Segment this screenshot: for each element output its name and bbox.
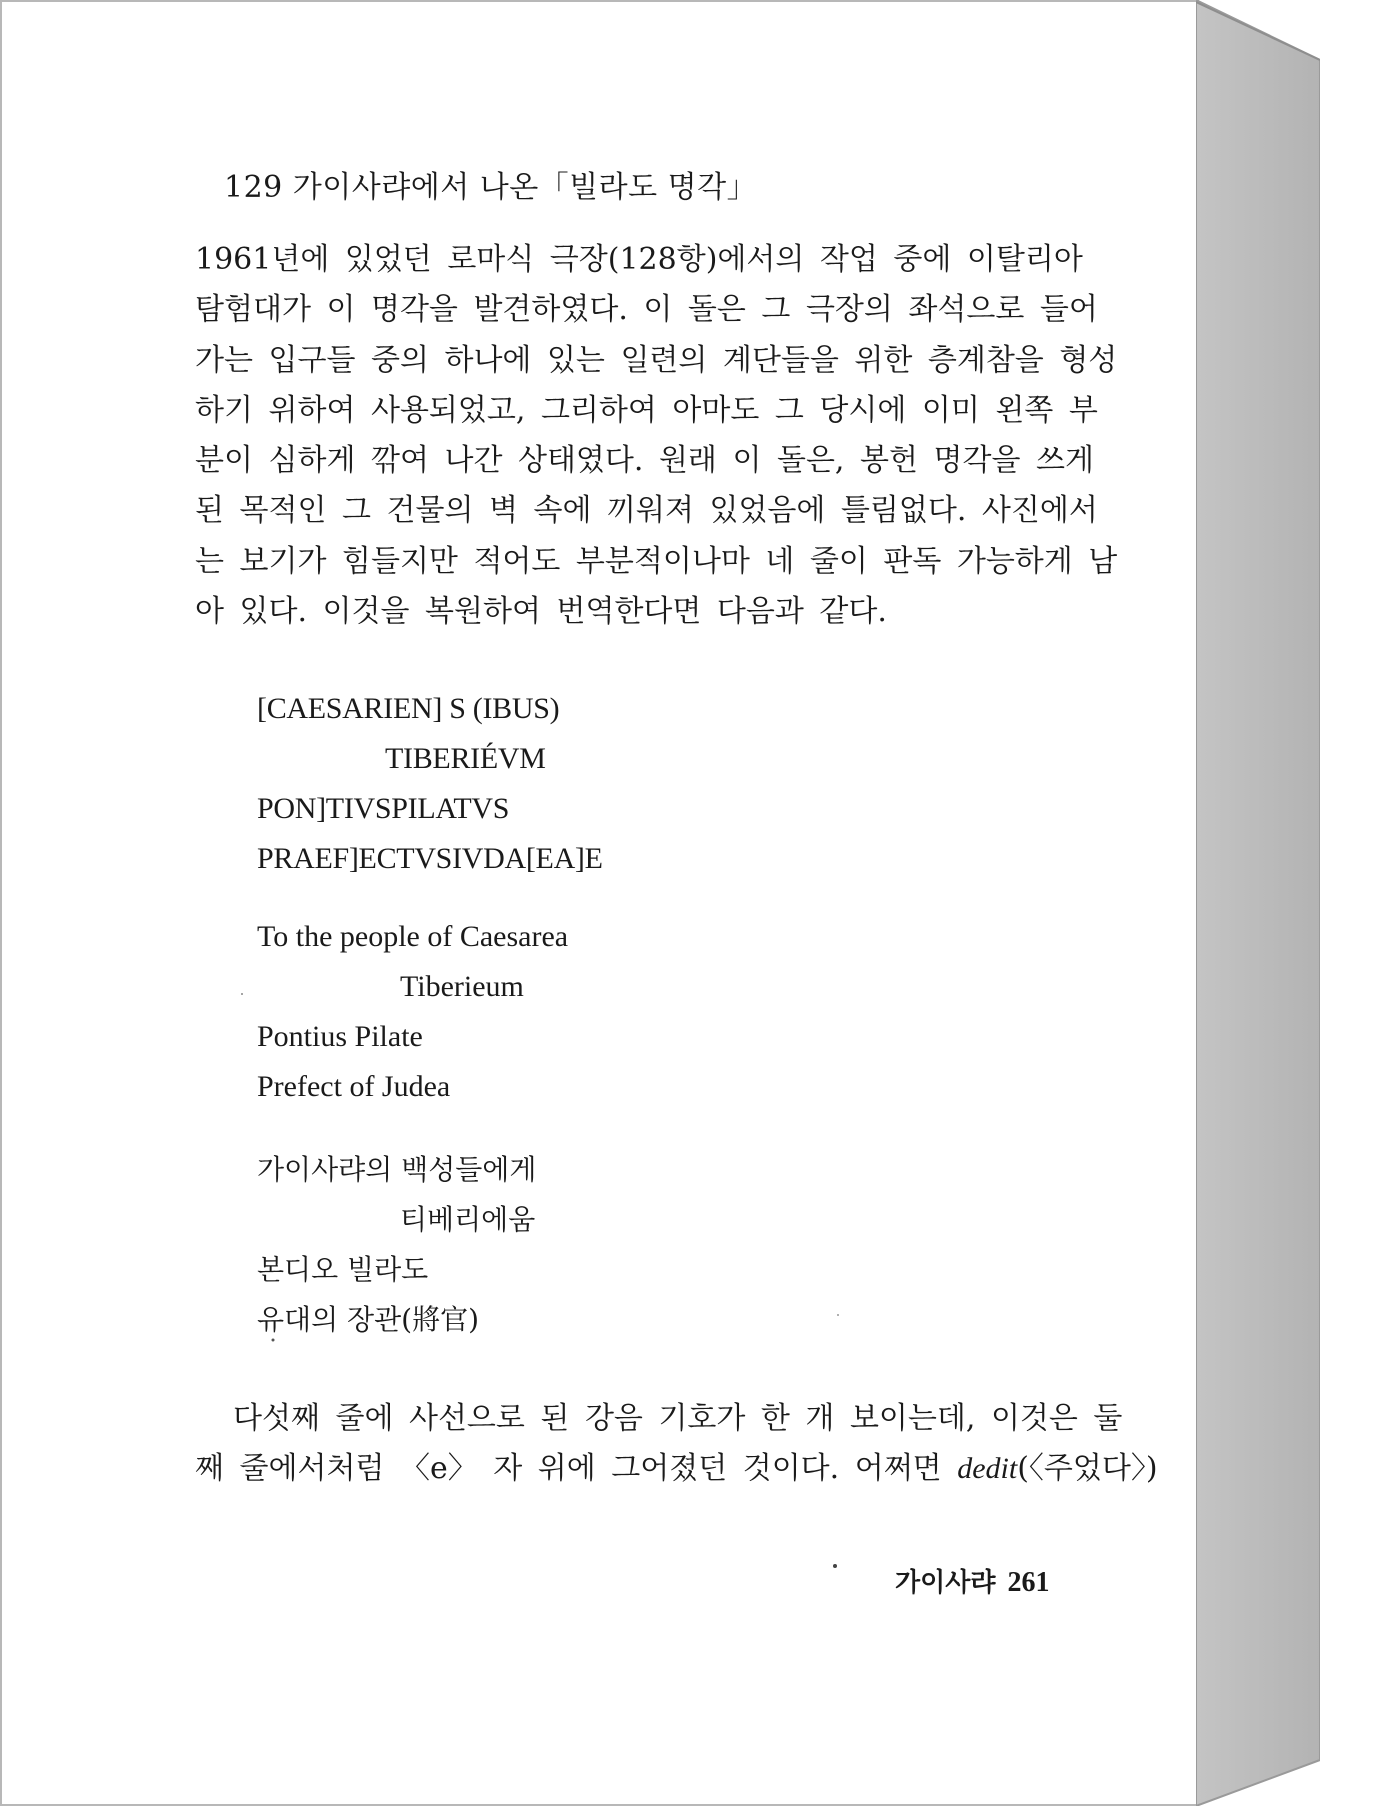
paragraph-2-line-2-prefix: 째 줄에서처럼 〈e〉 자 위에 그어졌던 것이다. 어쩌면 [195,1451,958,1487]
latin-word-dedit: dedit [957,1452,1018,1486]
paragraph-1-line: 탐험대가 이 명각을 발견하였다. 이 돌은 그 극장의 좌석으로 들어 [195,292,1098,328]
translation-korean-line-1: 가이사랴의 백성들에게 [257,1153,537,1186]
paragraph-1-line: 된 목적인 그 건물의 벽 속에 끼워져 있었음에 틀림없다. 사진에서 [195,493,1098,529]
paragraph-1-line: 는 보기가 힘들지만 적어도 부분적이나마 네 줄이 판독 가능하게 남 [195,543,1118,579]
paragraph-2-line-2 [195,1444,1158,1494]
translation-korean-line-4: 유대의 장관(將官) [257,1303,479,1336]
section-heading: 129 가이사랴에서 나온「빌라도 명각」 [224,170,758,205]
paragraph-1 [195,235,1118,637]
paragraph-1-line: 가는 입구들 중의 하나에 있는 일련의 계단들을 위한 층계참을 형성 [195,342,1118,378]
translation-english-line-4: Prefect of Judea [257,1070,451,1103]
translation-korean-line-3: 본디오 빌라도 [257,1253,429,1286]
book-edge-shading [1196,0,1320,1806]
page-number: 261 [1007,1567,1050,1598]
page-footer [895,1562,1049,1599]
inscription-latin-line-3: PON]TIVSPILATVS [257,792,510,825]
translation-korean-line-2: 티베리에움 [400,1203,536,1236]
translation-english-line-3: Pontius Pilate [257,1020,423,1053]
paragraph-1-line: 아 있다. 이것을 복원하여 번역한다면 다음과 같다. [195,594,887,630]
translation-english-line-2: Tiberieum [400,970,524,1003]
inscription-latin-line-1: [CAESARIEN] S (IBUS) [257,692,560,725]
paragraph-2-line-2-suffix: (〈주었다〉) [1017,1451,1158,1487]
running-footer-label: 가이사랴 [895,1568,996,1598]
paragraph-1-line: 분이 심하게 깎여 나간 상태였다. 원래 이 돌은, 봉헌 명각을 쓰게 [195,443,1094,479]
paragraph-2-line-1: 다섯째 줄에 사선으로 된 강음 기호가 한 개 보이는데, 이것은 둘 [233,1401,1123,1436]
paragraph-1-line: 1961년에 있었던 로마식 극장(128항)에서의 작업 중에 이탈리아 [195,242,1083,277]
translation-english-line-1: To the people of Caesarea [257,920,569,953]
inscription-latin-line-4: PRAEF]ECTVSIVDA[EA]E [257,842,603,875]
inscription-latin-line-2: TIBERIÉVM [385,742,546,775]
paragraph-2 [195,1394,1158,1495]
paragraph-1-line: 하기 위하여 사용되었고, 그리하여 아마도 그 당시에 이미 왼쪽 부 [195,392,1098,428]
